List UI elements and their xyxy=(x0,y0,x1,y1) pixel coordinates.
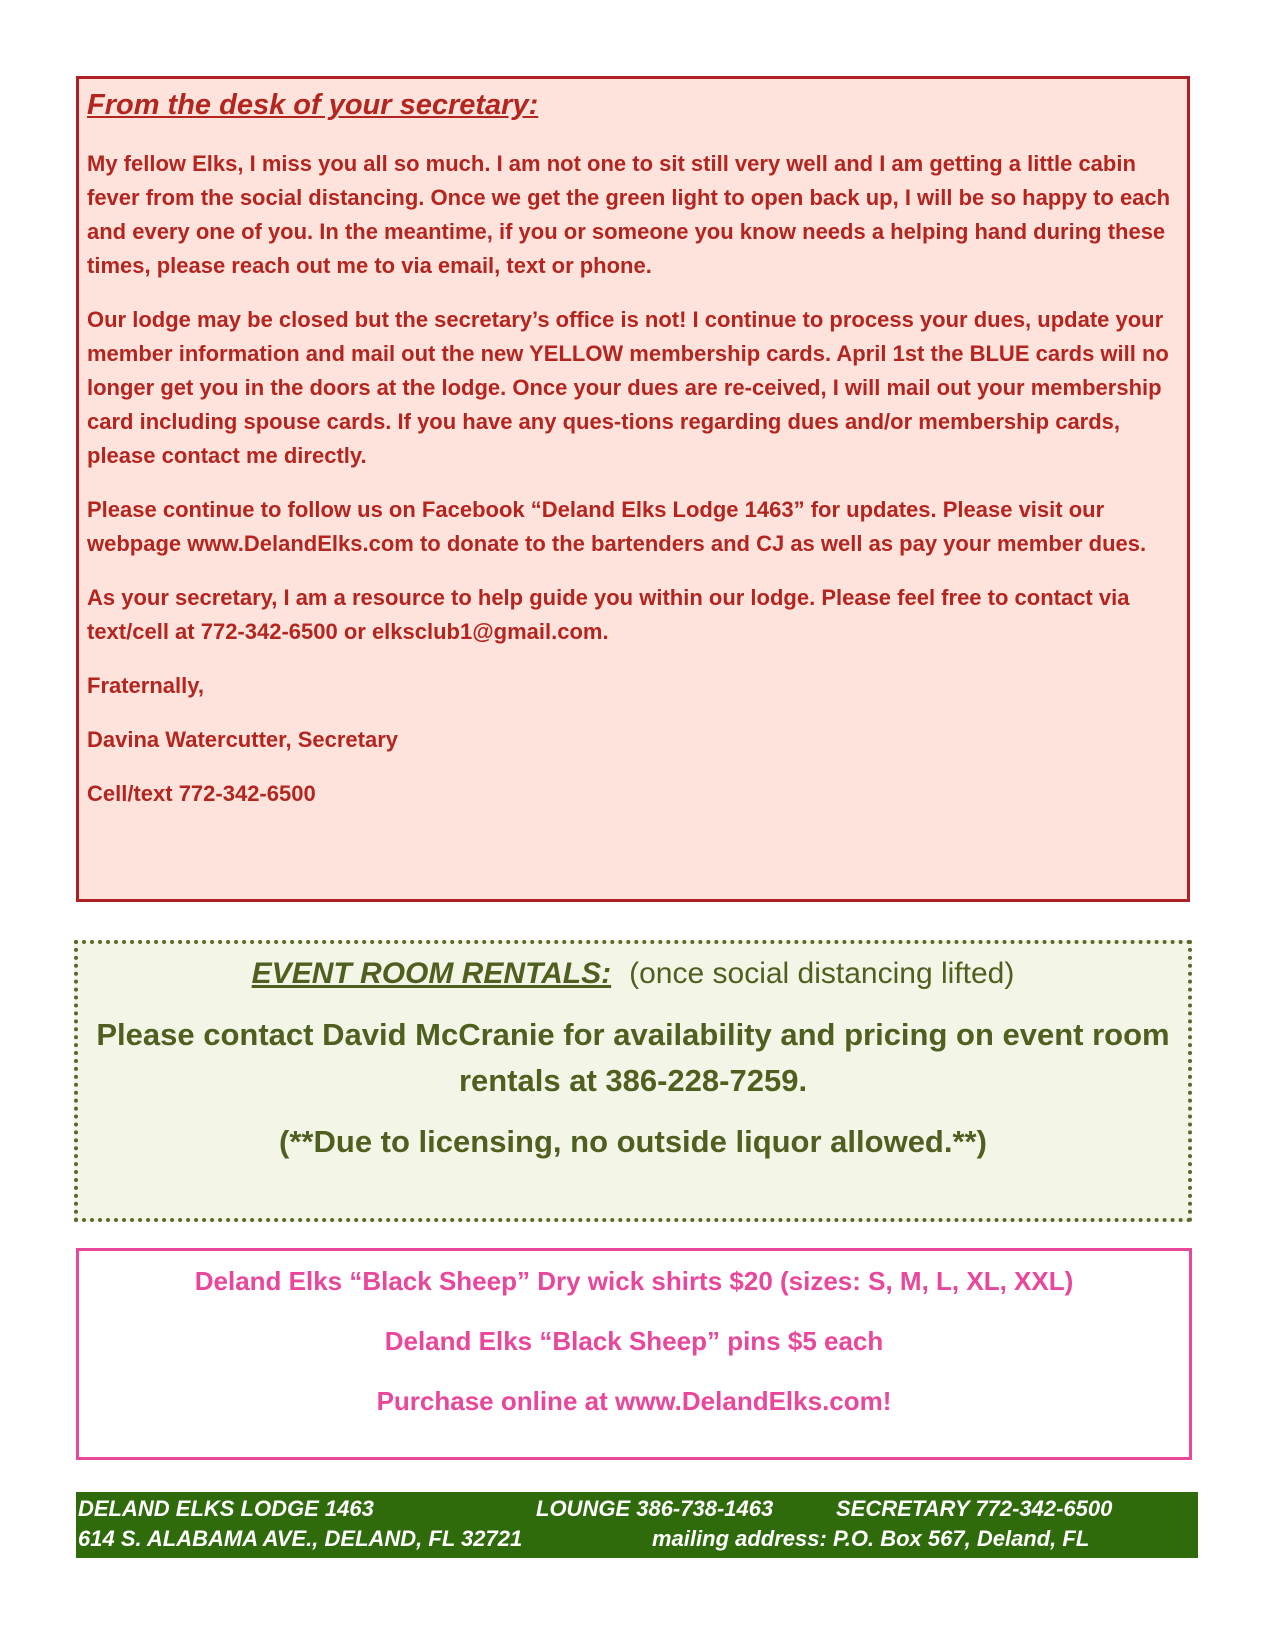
secretary-paragraph-3: Please continue to follow us on Facebook “Deland Elks Lodge 1463” for updates. Please visit our webpage www.DelandElks.com to donate to the bartenders and CJ as well as pay your member dues. xyxy=(87,497,1147,556)
event-note: (once social distancing lifted) xyxy=(629,957,1015,990)
secretary-title: From the desk of your secretary: xyxy=(87,89,539,121)
footer-mailing: mailing address: P.O. Box 567, Deland, FL xyxy=(652,1526,1090,1551)
closing: Fraternally, xyxy=(87,673,204,698)
merch-purchase-link[interactable]: Purchase online at www.DelandElks.com! xyxy=(376,1386,892,1416)
footer-lodge: DELAND ELKS LODGE 1463 xyxy=(78,1496,374,1521)
event-rentals-section xyxy=(74,940,1192,1222)
footer-lounge: LOUNGE 386-738-1463 xyxy=(536,1496,774,1521)
merch-pins: Deland Elks “Black Sheep” pins $5 each xyxy=(384,1326,884,1356)
secretary-paragraph-4: As your secretary, I am a resource to help guide you within our lodge. Please feel free to contact via text/cell at 772-342-6500 or elksclub1@gmail.com. xyxy=(87,585,1130,644)
merch-section xyxy=(76,1248,1192,1460)
merch-shirts: Deland Elks “Black Sheep” Dry wick shirts $20 (sizes: S, M, L, XL, XXL) xyxy=(194,1266,1074,1296)
secretary-section xyxy=(76,76,1190,902)
secretary-phone: Cell/text 772-342-6500 xyxy=(87,781,316,806)
secretary-paragraph-1: My fellow Elks, I miss you all so much. I am not one to sit still very well and I am getting a little cabin fever from the social distancing. Once we get the green light to open back up, I will be so happy to each and every one of you. In the meantime, if you or someone you know needs a helping hand during these times, please reach out me to via email, text or phone. xyxy=(87,151,1171,278)
event-liquor-warning: (**Due to licensing, no outside liquor allowed.**) xyxy=(279,1124,987,1159)
event-heading xyxy=(78,954,1188,994)
event-contact-text: Please contact David McCranie for availability and pricing on event room rentals at 386-228-7259. xyxy=(96,1017,1170,1098)
event-title: EVENT ROOM RENTALS: xyxy=(251,957,612,990)
footer-secretary: SECRETARY 772-342-6500 xyxy=(836,1496,1113,1521)
footer-address: 614 S. ALABAMA AVE., DELAND, FL 32721 xyxy=(78,1526,523,1551)
footer-bar xyxy=(76,1492,1198,1558)
signature: Davina Watercutter, Secretary xyxy=(87,727,398,752)
secretary-paragraph-2: Our lodge may be closed but the secretary’s office is not! I continue to process your dues, update your member information and mail out the new YELLOW membership cards. April 1st the BLUE cards will no longer get you in the doors at the lodge. Once your dues are re-ceived, I will mail out your membership card including spouse cards. If you have any ques-tions regarding dues and/or membership cards, please contact me directly. xyxy=(87,307,1169,468)
